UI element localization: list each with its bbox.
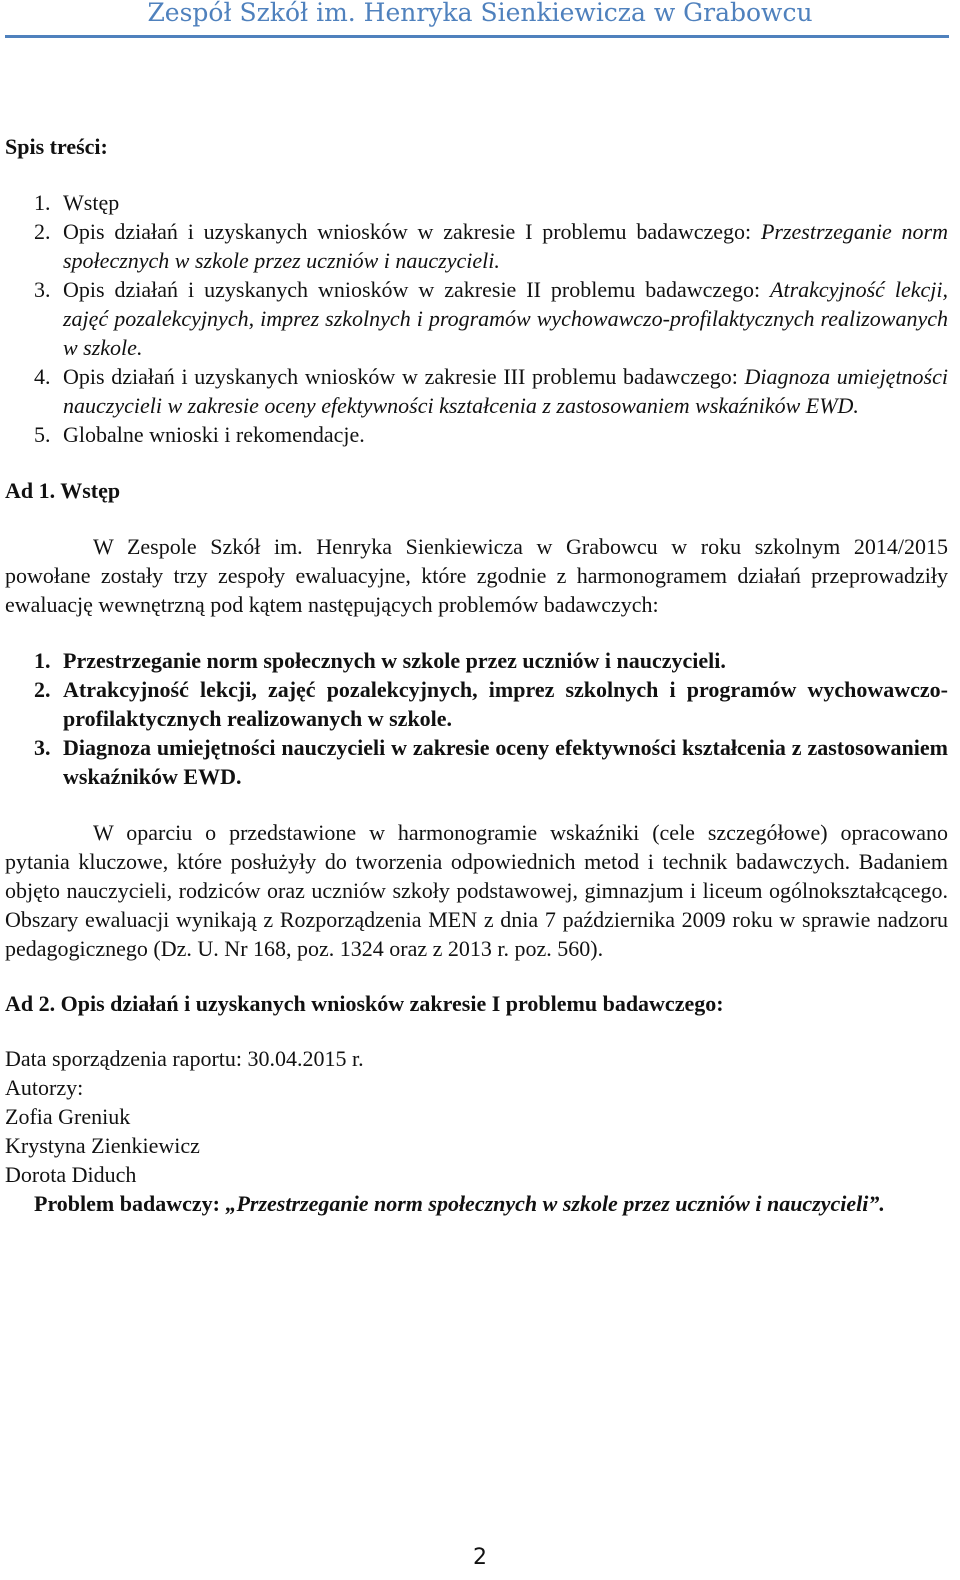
- toc-item-text: Globalne wnioski i rekomendacje.: [63, 422, 365, 447]
- toc-item-number: 3.: [34, 277, 51, 302]
- ad1-intro-paragraph: W Zespole Szkół im. Henryka Sienkiewicza w Grabowcu w roku szkolnym 2014/2015 powołane zostały trzy zespoły ewaluacyjne, które zgodnie z harmonogramem działań przeprowadziły ewaluację wewnętrzną pod kątem następujących problemów badawczych:: [5, 534, 948, 617]
- toc-item-text: Opis działań i uzyskanych wniosków w zakresie II problemu badawczego:: [63, 277, 771, 302]
- author-name: Dorota Diduch: [5, 1162, 137, 1187]
- research-problem-text: „Przestrzeganie norm społecznych w szkole przez uczniów i nauczycieli”.: [225, 1191, 885, 1216]
- toc-item-italic: Atrakcyjność lekcji, zajęć pozalekcyjnych, imprez szkolnych i programów wychowawczo-profilaktycznych realizowanych w szkole.: [63, 277, 949, 360]
- problem-item: [5, 675, 948, 733]
- author-name: Zofia Greniuk: [5, 1104, 131, 1129]
- problem-item: [5, 646, 948, 675]
- research-problem: [5, 1189, 948, 1218]
- research-problem-label: Problem badawczy:: [34, 1191, 226, 1216]
- report-meta: [5, 1044, 948, 1189]
- toc-item-number: 1.: [34, 190, 51, 215]
- report-date: Data sporządzenia raportu: 30.04.2015 r.: [5, 1046, 364, 1071]
- toc-item-text: Opis działań i uzyskanych wniosków w zakresie I problemu badawczego:: [63, 219, 761, 244]
- toc-heading: Spis treści:: [5, 134, 108, 159]
- toc-item: [5, 217, 948, 275]
- page-number: 2: [473, 1545, 487, 1570]
- problem-item-number: 3.: [34, 735, 51, 760]
- toc-list: [5, 188, 948, 449]
- toc-item-number: 5.: [34, 422, 51, 447]
- problem-item-number: 2.: [34, 677, 51, 702]
- author-name: Krystyna Zienkiewicz: [5, 1133, 200, 1158]
- toc-item-text: Opis działań i uzyskanych wniosków w zakresie III problemu badawczego:: [63, 364, 745, 389]
- toc-item-text: Wstęp: [63, 190, 120, 215]
- toc-item: [5, 362, 948, 420]
- problem-item-text: Przestrzeganie norm społecznych w szkole przez uczniów i nauczycieli.: [63, 648, 726, 673]
- header-rule: [5, 35, 949, 38]
- ad1-body-paragraph: W oparciu o przedstawione w harmonogramie wskaźniki (cele szczegółowe) opracowano pytania kluczowe, które posłużyły do tworzenia odpowiednich metod i technik badawczych. Badaniem objęto nauczycieli, rodziców oraz uczniów szkoły podstawowej, gimnazjum i liceum ogólnokształcącego. Obszary ewaluacji wynikają z Rozporządzenia MEN z dnia 7 października 2009 roku w sprawie nadzoru pedagogicznego (Dz. U. Nr 168, poz. 1324 oraz z 2013 r. poz. 560).: [5, 820, 948, 961]
- toc-item: [5, 275, 948, 362]
- page-content: [5, 132, 948, 1218]
- header-title: Zespół Szkół im. Henryka Sienkiewicza w Grabowcu: [147, 0, 813, 27]
- toc-item-number: 2.: [34, 219, 51, 244]
- ad1-heading: Ad 1. Wstęp: [5, 478, 121, 503]
- toc-item-italic: Przestrzeganie norm społecznych w szkole przez uczniów i nauczycieli.: [63, 219, 948, 273]
- toc-item: [5, 420, 948, 449]
- toc-item: [5, 188, 948, 217]
- toc-item-number: 4.: [34, 364, 51, 389]
- problem-item: [5, 733, 948, 791]
- document-header: [0, 0, 960, 26]
- problems-list: [5, 646, 948, 791]
- problem-item-number: 1.: [34, 648, 51, 673]
- ad2-heading: Ad 2. Opis działań i uzyskanych wniosków zakresie I problemu badawczego:: [5, 991, 724, 1016]
- toc-item-italic: Diagnoza umiejętności nauczycieli w zakresie oceny efektywności kształcenia z zastosowaniem wskaźników EWD.: [63, 364, 948, 418]
- problem-item-text: Atrakcyjność lekcji, zajęć pozalekcyjnych, imprez szkolnych i programów wychowawczo-profilaktycznych realizowanych w szkole.: [63, 677, 948, 731]
- problem-item-text: Diagnoza umiejętności nauczycieli w zakresie oceny efektywności kształcenia z zastosowaniem wskaźników EWD.: [63, 735, 948, 789]
- authors-label: Autorzy:: [5, 1075, 84, 1100]
